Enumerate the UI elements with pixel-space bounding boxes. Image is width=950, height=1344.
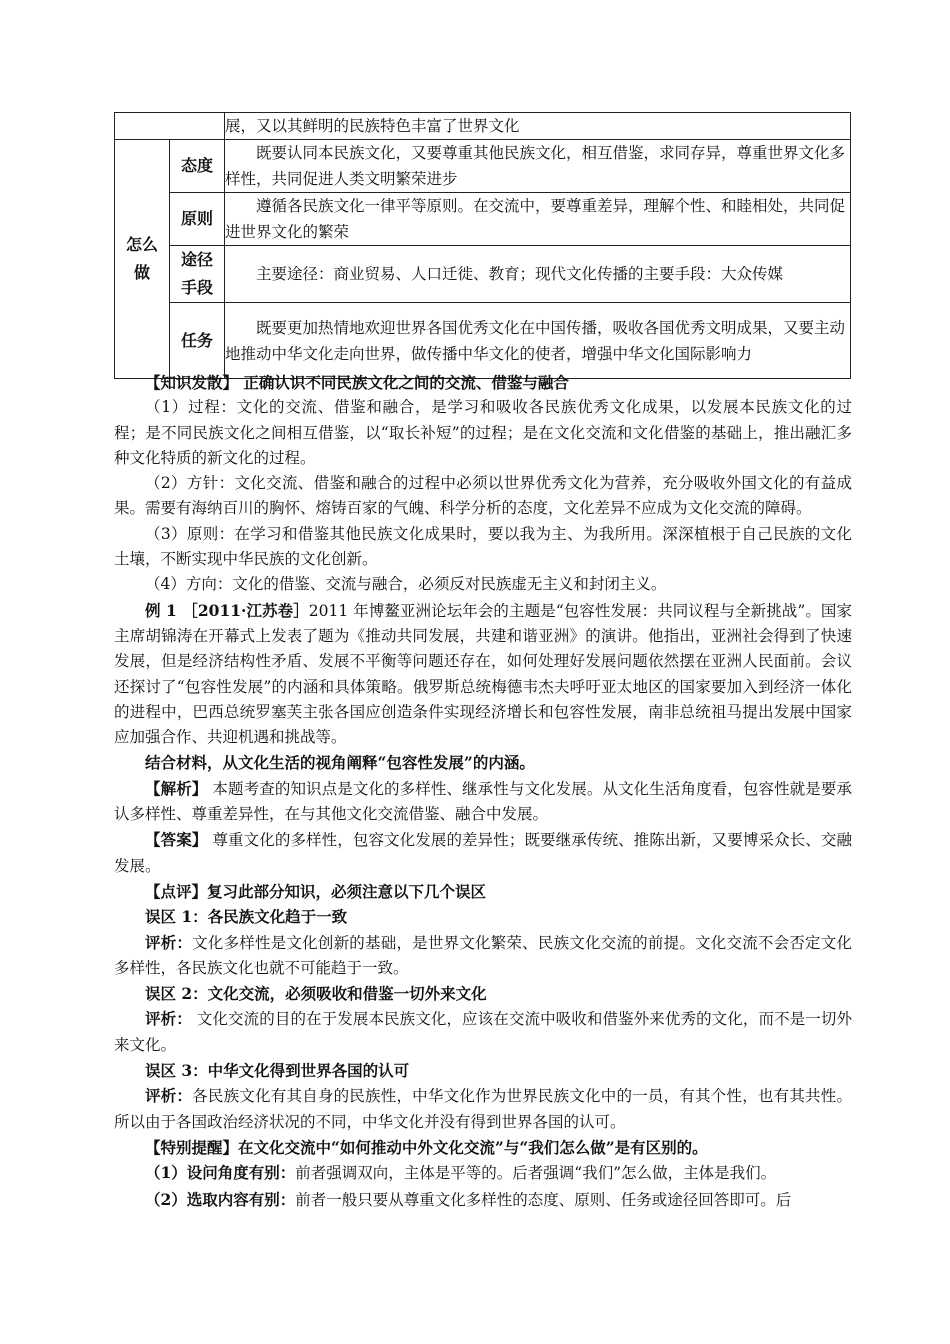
answer-label: 【答案】 — [145, 830, 208, 850]
eval-text: 文化交流的目的在于发展本民族文化，应该在交流中吸收和借鉴外来优秀的文化，而不是一切外来文化。 — [114, 1010, 852, 1054]
row-label-content: 途径手段 — [181, 250, 214, 297]
row-label: 任务 — [170, 303, 225, 379]
knowledge-item: （4）方向：文化的借鉴、交流与融合，必须反对民族虚无主义和封闭主义。 — [145, 575, 667, 594]
analysis-paragraph — [114, 776, 852, 828]
knowledge-item: （3）原则：在学习和借鉴其他民族文化成果时，要以我为主、为我所用。深深植根于自己民族的文化土壤，不断实现中华民族的文化创新。 — [114, 524, 852, 569]
tip-heading: 【特别提醒】在文化交流中“如何推动中外文化交流”与“我们怎么做”是有区别的。 — [145, 1137, 708, 1157]
knowledge-heading: 【知识发散】 正确认识不同民族文化之间的交流、借鉴与融合 — [145, 373, 569, 392]
pitfall-title: 误区 3：中华文化得到世界各国的认可 — [145, 1061, 410, 1081]
group-label: 怎么做 — [126, 235, 159, 282]
tip-label: （1）设问角度有别： — [145, 1163, 296, 1183]
table-row-continuation — [115, 113, 851, 140]
body-text — [114, 370, 852, 1213]
example-text: 2011 年博鳌亚洲论坛年会的主题是“包容性发展：共同议程与全新挑战”。国家主席胡锦涛在开幕式上发表了题为《推动共同发展，共建和谐亚洲》的演讲。他指出，亚洲社会得到了快速发展，但是经济结构性矛盾、发展不平衡等问题还存在，如何处理好发展问题依然摆在亚洲人民面前。会议还探讨了“包容性发展”的内涵和具体策略。俄罗斯总统梅德韦杰夫呼吁亚太地区的国家要加入到经济一体化的进程中，巴西总统罗塞芙主张各国应创造条件实现经济增长和包容性发展，南非总统祖马提出发展中国家应加强合作、共迎机遇和挑战等。 — [114, 601, 852, 747]
comment-heading: 【点评】复习此部分知识，必须注意以下几个误区 — [145, 881, 487, 901]
tip-label: （2）选取内容有别： — [145, 1189, 296, 1209]
knowledge-item: （1）过程：文化的交流、借鉴和融合，是学习和吸收各民族优秀文化成果，以发展本民族文化的过程；是不同民族文化之间相互借鉴，以“取长补短”的过程；是在文化交流和文化借鉴的基础上，推出融汇多种文化特质的新文化的过程。 — [114, 398, 852, 467]
table-row — [115, 140, 851, 193]
table-row — [115, 193, 851, 246]
answer-text: 尊重文化的多样性，包容文化发展的差异性；既要继承传统、推陈出新，又要博采众长、交融发展。 — [114, 831, 852, 875]
row-text — [225, 303, 851, 379]
eval-label: 评析： — [145, 1086, 193, 1106]
row-text-content: 主要途径：商业贸易、人口迁徙、教育；现代文化传播的主要手段：大众传媒 — [256, 265, 784, 283]
how-to-table — [114, 112, 851, 379]
row-label — [170, 246, 225, 303]
table-cell-text: 展，又以其鲜明的民族特色丰富了世界文化 — [225, 113, 851, 140]
table-row — [115, 303, 851, 379]
row-text-content: 既要更加热情地欢迎世界各国优秀文化在中国传播，吸收各国优秀文明成果，又要主动地推动中华文化走向世界，做传播中华文化的使者，增强中华文化国际影响力 — [225, 318, 846, 363]
pitfall-title: 误区 2：文化交流，必须吸收和借鉴一切外来文化 — [145, 984, 487, 1004]
empty-cell — [115, 113, 225, 140]
tip-text: 前者强调双向，主体是平等的。后者强调“我们”怎么做，主体是我们。 — [295, 1164, 777, 1183]
eval-label: 评析： — [145, 932, 193, 952]
row-text-content: 遵循各民族文化一律平等原则。在交流中，要尊重差异，理解个性、和睦相处，共同促进世界文化的繁荣 — [225, 197, 846, 241]
eval-text: 文化多样性是文化创新的基础，是世界文化繁荣、民族文化交流的前提。文化交流不会否定文化多样性，各民族文化也就不可能趋于一致。 — [114, 933, 852, 977]
example-question: 结合材料，从文化生活的视角阐释“包容性发展”的内涵。 — [145, 753, 535, 773]
answer-paragraph — [114, 827, 852, 879]
row-text-content: 既要认同本民族文化，又要尊重其他民族文化，相互借鉴，求同存异，尊重世界文化多样性，共同促进人类文明繁荣进步 — [225, 144, 846, 188]
pitfall-eval — [114, 1083, 852, 1135]
knowledge-item: （2）方针：文化交流、借鉴和融合的过程中必须以世界优秀文化为营养，充分吸收外国文化的有益成果。需要有海纳百川的胸怀、熔铸百家的气魄、科学分析的态度，文化差异不应成为文化交流的障碍。 — [114, 474, 852, 518]
row-label: 原则 — [170, 193, 225, 246]
pitfall-eval — [114, 1006, 852, 1058]
tip-item — [114, 1160, 852, 1186]
tip-item — [114, 1187, 852, 1213]
example-paragraph — [114, 598, 852, 751]
row-text — [225, 193, 851, 246]
pitfall-eval — [114, 930, 852, 982]
analysis-text: 本题考查的知识点是文化的多样性、继承性与文化发展。从文化生活角度看，包容性就是要承认多样性、尊重差异性，在与其他文化交流借鉴、融合中发展。 — [114, 779, 852, 824]
analysis-label: 【解析】 — [145, 778, 208, 798]
row-text — [225, 246, 851, 303]
group-label-cell — [115, 140, 170, 379]
row-text — [225, 140, 851, 193]
table-row — [115, 246, 851, 303]
eval-label: 评析： — [145, 1009, 192, 1029]
row-label: 态度 — [170, 140, 225, 193]
eval-text: 各民族文化有其自身的民族性，中华文化作为世界民族文化中的一员，有其个性，也有其共性。所以由于各国政治经济状况的不同，中华文化并没有得到世界各国的认可。 — [114, 1087, 852, 1131]
example-label: 例 1 ［2011·江苏卷］ — [145, 600, 309, 620]
pitfall-title: 误区 1：各民族文化趋于一致 — [145, 907, 348, 927]
tip-text: 前者一般只要从尊重文化多样性的态度、原则、任务或途径回答即可。后 — [295, 1190, 792, 1209]
